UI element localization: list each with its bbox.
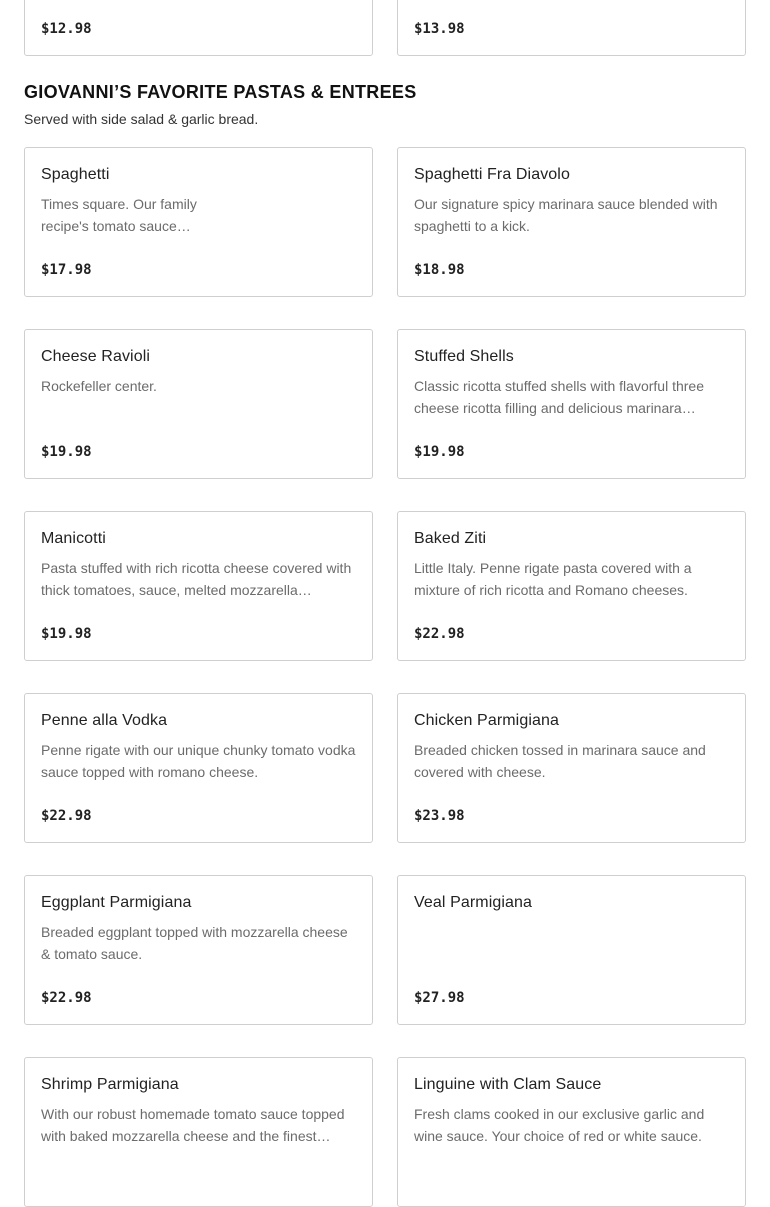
menu-item-name: Linguine with Clam Sauce [414, 1076, 602, 1093]
menu-item-description: Times square. Our family recipe's tomato sauce… [41, 196, 197, 234]
menu-item-description: Classic ricotta stuffed shells with flavorful three cheese ricotta filling and delicious marinara… [414, 378, 704, 416]
menu-item-card[interactable] [397, 147, 746, 297]
menu-item-card[interactable] [24, 511, 373, 661]
menu-item-description: Our signature spicy marinara sauce blended with spaghetti to a kick. [414, 196, 718, 234]
menu-item-description: Pasta stuffed with rich ricotta cheese covered with thick tomatoes, sauce, melted mozzarella… [41, 560, 352, 598]
menu-item-card[interactable] [397, 329, 746, 479]
menu-item-name: Penne alla Vodka [41, 712, 168, 729]
menu-item-description: Breaded eggplant topped with mozzarella cheese & tomato sauce. [41, 924, 348, 962]
menu-item-price: $19.98 [41, 626, 92, 642]
menu-item-price: $12.98 [41, 21, 92, 37]
menu-item-card[interactable] [397, 0, 746, 56]
section-subtitle: Served with side salad & garlic bread. [24, 111, 259, 127]
menu-item-description: Rockefeller center. [41, 378, 157, 394]
menu-item-price: $22.98 [414, 626, 465, 642]
menu-item-card[interactable] [24, 329, 373, 479]
menu-item-name: Shrimp Parmigiana [41, 1076, 179, 1093]
menu-item-description: With our robust homemade tomato sauce topped with baked mozzarella cheese and the finest… [41, 1106, 345, 1144]
menu-item-card[interactable] [397, 511, 746, 661]
menu-item-name: Spaghetti Fra Diavolo [414, 166, 570, 183]
menu-item-card[interactable] [24, 693, 373, 843]
menu-item-card[interactable] [24, 0, 373, 56]
menu-item-card[interactable] [397, 1057, 746, 1207]
menu-item-price: $19.98 [41, 444, 92, 460]
menu-item-name: Spaghetti [41, 166, 110, 183]
menu-item-price: $13.98 [414, 21, 465, 37]
menu-item-description: Fresh clams cooked in our exclusive garlic and wine sauce. Your choice of red or white sauce. [414, 1106, 705, 1144]
menu-item-card[interactable] [397, 875, 746, 1025]
menu-item-price: $18.98 [414, 262, 465, 278]
menu-item-name: Stuffed Shells [414, 348, 514, 365]
menu-item-price: $19.98 [414, 444, 465, 460]
menu-item-name: Chicken Parmigiana [414, 712, 559, 729]
menu-item-name: Eggplant Parmigiana [41, 894, 192, 911]
menu-item-description: Little Italy. Penne rigate pasta covered with a mixture of rich ricotta and Romano cheeses. [414, 560, 692, 598]
menu-item-price: $22.98 [41, 990, 92, 1006]
menu-item-card[interactable] [397, 693, 746, 843]
menu-item-name: Veal Parmigiana [414, 894, 533, 911]
menu-item-card[interactable] [24, 1057, 373, 1207]
menu-item-description: Penne rigate with our unique chunky tomato vodka sauce topped with romano cheese. [41, 742, 356, 780]
menu-item-price: $22.98 [41, 808, 92, 824]
section-title: GIOVANNI’S FAVORITE PASTAS & ENTREES [24, 82, 417, 102]
menu-item-name: Cheese Ravioli [41, 348, 151, 365]
menu-item-description: Breaded chicken tossed in marinara sauce and covered with cheese. [414, 742, 706, 780]
menu-item-price: $23.98 [414, 808, 465, 824]
menu-item-card[interactable] [24, 147, 373, 297]
menu-item-name: Manicotti [41, 530, 106, 547]
menu-item-name: Baked Ziti [414, 530, 487, 547]
menu-item-price: $17.98 [41, 262, 92, 278]
menu-item-card[interactable] [24, 875, 373, 1025]
menu-item-price: $27.98 [414, 990, 465, 1006]
